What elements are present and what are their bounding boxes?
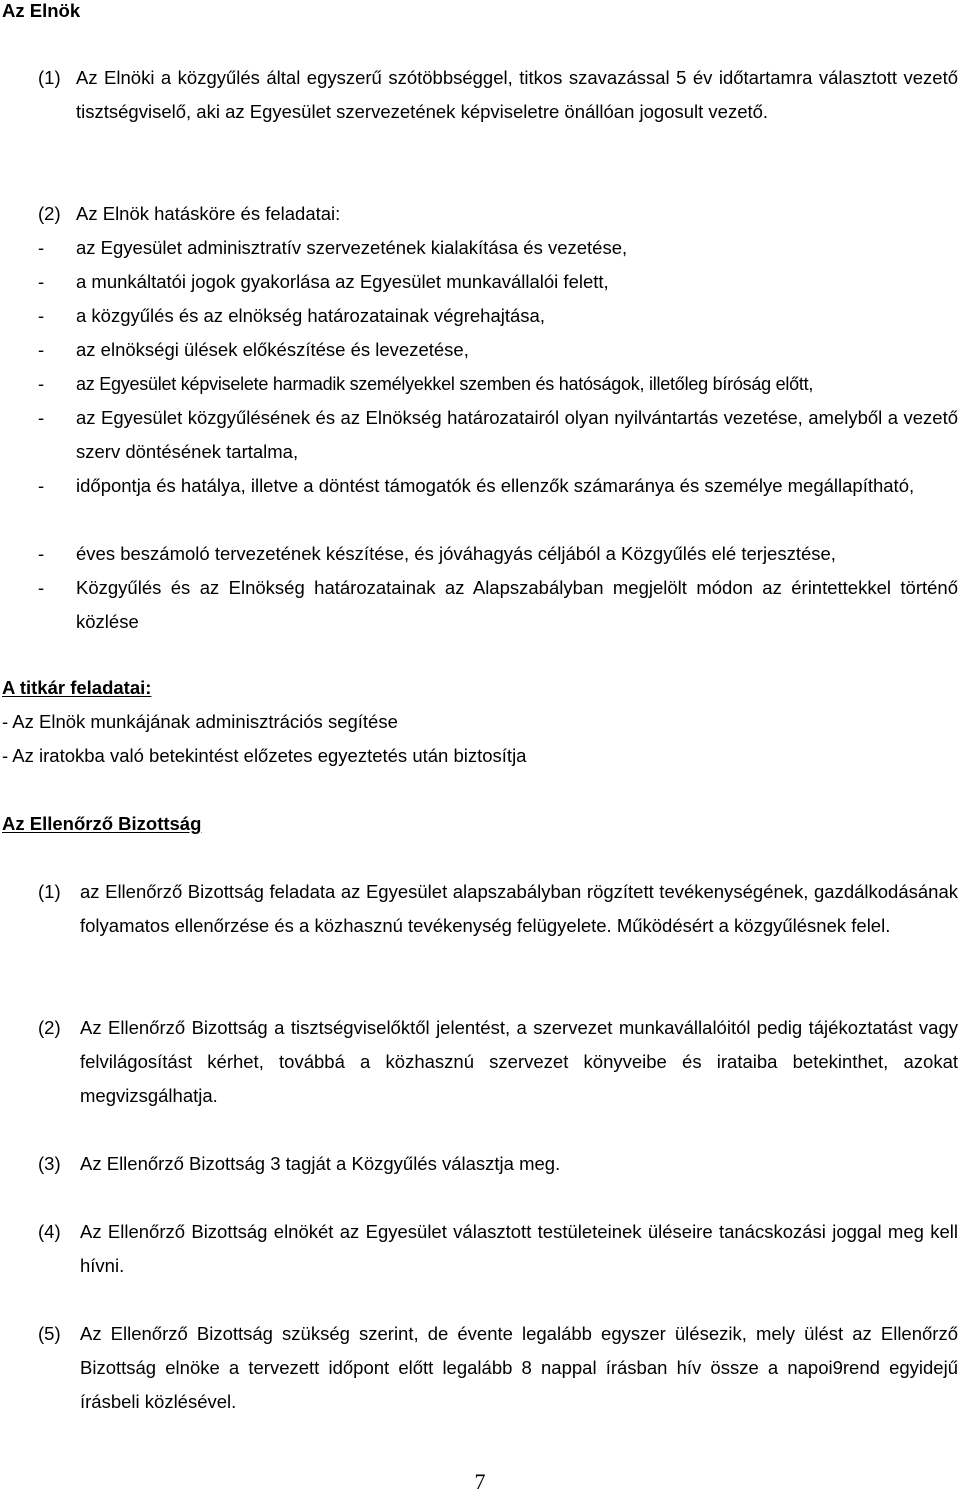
paragraph-text: Az Ellenőrző Bizottság 3 tagját a Közgyűlés választja meg. bbox=[80, 1153, 561, 1174]
list-item: az elnökségi ülések előkészítése és levezetése, bbox=[76, 339, 469, 360]
list-item: az Egyesület közgyűlésének és az Elnökség határozatairól olyan nyilvántartás vezetése, amelyből a vezető szerv döntésének tartalma, bbox=[76, 407, 958, 462]
section-heading-elnok: Az Elnök bbox=[2, 0, 81, 21]
paragraph-text: Az Elnöki a közgyűlés által egyszerű szótöbbséggel, titkos szavazással 5 év időtartamra választott vezető tisztségviselő, aki az Egyesület szervezetének képviseletre önállóan jogosult vezető. bbox=[76, 67, 958, 122]
paragraph-intro: Az Elnök hatásköre és feladatai: bbox=[76, 203, 341, 224]
list-item: Közgyűlés és az Elnökség határozatainak az Alapszabályban megjelölt módon az érintettekkel történő közlése bbox=[76, 577, 958, 632]
list-dash: - bbox=[38, 237, 45, 258]
list-dash: - bbox=[38, 407, 45, 428]
paragraph-number: (1) bbox=[38, 881, 61, 902]
list-dash: - bbox=[38, 271, 45, 292]
list-item: éves beszámoló tervezetének készítése, és jóváhagyás céljából a Közgyűlés elé terjesztése, bbox=[76, 543, 836, 564]
list-item: időpontja és hatálya, illetve a döntést támogatók és ellenzők számaránya és személye megállapítható, bbox=[76, 475, 915, 496]
paragraph-number: (2) bbox=[38, 1017, 61, 1038]
list-item: az Egyesület adminisztratív szervezetének kialakítása és vezetése, bbox=[76, 237, 628, 258]
list-item: az Egyesület képviselete harmadik személyekkel szemben és hatóságok, illetőleg bíróság előtt, bbox=[76, 374, 814, 394]
paragraph-text: Az Ellenőrző Bizottság a tisztségviselőktől jelentést, a szervezet munkavállalóitól pedig tájékoztatást vagy felvilágosítást kérhet, továbbá a közhasznú szervezet könyveibe és irataiba betekinthet, azokat megvizsgálhatja. bbox=[80, 1017, 958, 1106]
paragraph-number: (2) bbox=[38, 203, 61, 224]
list-dash: - bbox=[38, 305, 45, 326]
list-dash: - bbox=[38, 373, 45, 394]
page-number: 7 bbox=[474, 1469, 486, 1494]
list-dash: - bbox=[38, 339, 45, 360]
section-heading-titkar: A titkár feladatai: bbox=[2, 677, 152, 698]
list-dash: - bbox=[38, 475, 45, 496]
list-dash: - bbox=[38, 577, 45, 598]
list-dash: - bbox=[38, 543, 45, 564]
list-item: - Az Elnök munkájának adminisztrációs segítése bbox=[2, 711, 398, 732]
paragraph-text: Az Ellenőrző Bizottság elnökét az Egyesület választott testületeinek üléseire tanácskozási joggal meg kell hívni. bbox=[80, 1221, 958, 1276]
list-item: a közgyűlés és az elnökség határozatainak végrehajtása, bbox=[76, 305, 545, 326]
section-heading-ellenorzo: Az Ellenőrző Bizottság bbox=[2, 813, 202, 834]
paragraph-number: (1) bbox=[38, 67, 61, 88]
list-item: - Az iratokba való betekintést előzetes egyeztetés után biztosítja bbox=[2, 745, 527, 766]
paragraph-text: az Ellenőrző Bizottság feladata az Egyesület alapszabályban rögzített tevékenységének, gazdálkodásának folyamatos ellenőrzése és a közhasznú tevékenység felügyelete. Működésért a közgyűlésnek felel. bbox=[80, 881, 958, 936]
paragraph-number: (5) bbox=[38, 1323, 61, 1344]
paragraph-number: (4) bbox=[38, 1221, 61, 1242]
list-item: a munkáltatói jogok gyakorlása az Egyesület munkavállalói felett, bbox=[76, 271, 609, 292]
paragraph-number: (3) bbox=[38, 1153, 61, 1174]
paragraph-text: Az Ellenőrző Bizottság szükség szerint, de évente legalább egyszer ülésezik, mely ülést az Ellenőrző Bizottság elnöke a tervezett időpont előtt legalább 8 nappal írásban hív össze a napoi9rend egyidejű írásbeli közlésével. bbox=[80, 1323, 958, 1412]
